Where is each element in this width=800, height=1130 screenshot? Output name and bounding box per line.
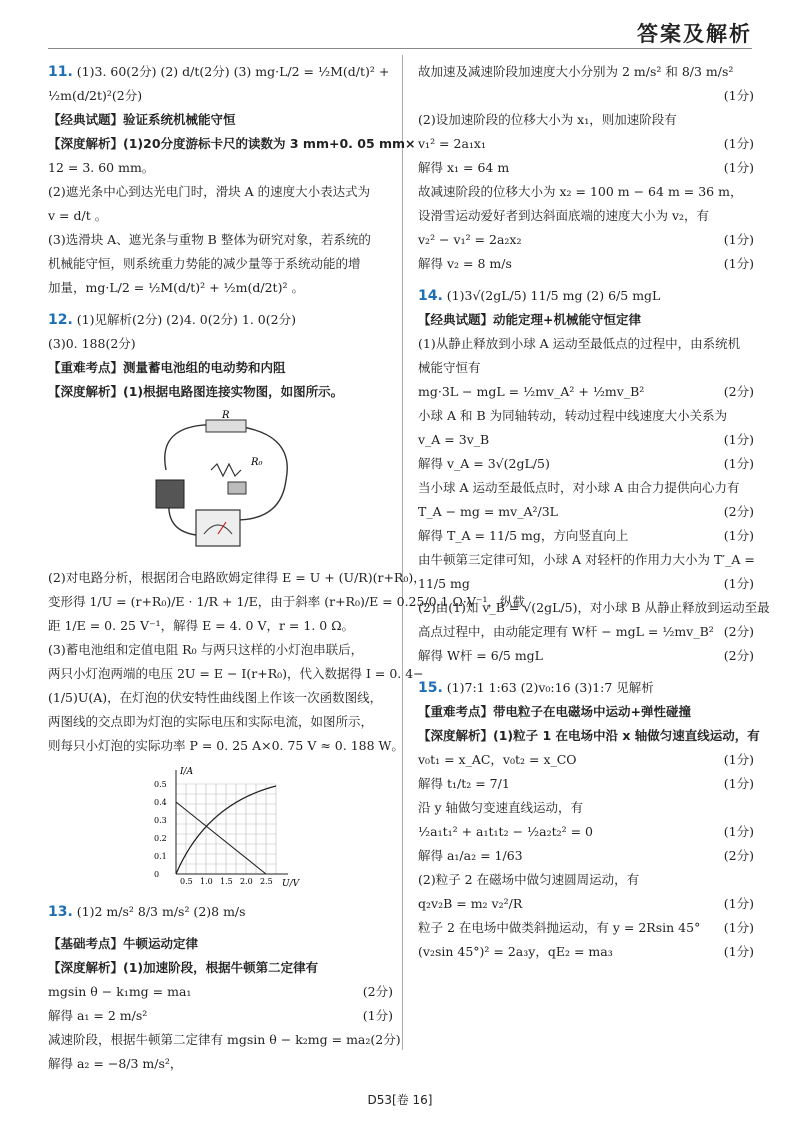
y-tick-label: 0.1 xyxy=(153,852,167,861)
text-line xyxy=(48,900,393,924)
text-line xyxy=(418,524,754,548)
line-text: q₂v₂B = m₂ v₂²/R xyxy=(418,896,523,911)
line-text: 减速阶段，根据牛顿第二定律有 mgsin θ − k₂mg = ma₂ xyxy=(48,1032,371,1047)
text-line xyxy=(418,204,754,228)
line-text: 解得 a₁ = 2 m/s² xyxy=(48,1008,148,1023)
text-line xyxy=(48,956,393,980)
text-line xyxy=(48,380,393,404)
text-line xyxy=(418,500,754,524)
score-label: (2分) xyxy=(723,624,754,639)
y-tick-label: 0 xyxy=(153,870,159,879)
resistor-label: R xyxy=(221,410,230,421)
resistor0-label: R₀ xyxy=(250,457,263,468)
line-text: 解得 x₁ = 64 m xyxy=(418,160,510,175)
text-line xyxy=(48,228,393,252)
line-text: 【基础考点】牛顿运动定律 xyxy=(48,936,199,951)
line-text: T_A − mg = mv_A²/3L xyxy=(418,504,558,519)
line-text: 解得 v_A = 3√(2gL/5) xyxy=(418,456,550,471)
line-text: 【经典试题】动能定理+机械能守恒定律 xyxy=(418,312,641,327)
y-tick-label: 0.4 xyxy=(153,798,167,807)
score-label: (1分) xyxy=(723,432,754,447)
line-text: 解得 W杆 = 6/5 mgL xyxy=(418,648,543,663)
score-label: (2分) xyxy=(723,648,754,663)
line-text: (3)0. 188(2分) xyxy=(48,336,136,351)
text-line xyxy=(418,820,754,844)
line-text: v₂² − v₁² = 2a₂x₂ xyxy=(418,232,522,247)
text-line xyxy=(48,638,393,662)
text-line xyxy=(418,404,754,428)
text-line xyxy=(418,380,754,404)
text-line xyxy=(48,132,416,156)
line-text: 解得 a₁/a₂ = 1/63 xyxy=(418,848,523,863)
text-line xyxy=(418,452,754,476)
text-line xyxy=(48,252,393,276)
text-line xyxy=(48,204,393,228)
text-line xyxy=(418,156,754,180)
line-text: 【重难考点】测量蓄电池组的电动势和内阻 xyxy=(48,360,286,375)
right-column xyxy=(418,60,770,964)
y-tick-label: 0.3 xyxy=(153,816,167,825)
x-tick-label: 1.5 xyxy=(219,877,233,886)
line-text: 当小球 A 运动至最低点时，对小球 A 由合力提供向心力有 xyxy=(418,480,740,495)
y-tick-label: 0.5 xyxy=(153,780,167,789)
y-tick-label: 0.2 xyxy=(153,834,167,843)
line-text: v₁² = 2a₁x₁ xyxy=(418,136,486,151)
x-tick-label: 2.5 xyxy=(259,877,273,886)
text-line xyxy=(48,276,393,300)
text-line xyxy=(48,686,393,710)
text-line xyxy=(48,1052,393,1076)
x-tick-label: 1.0 xyxy=(199,877,213,886)
text-line xyxy=(48,614,393,638)
text-line xyxy=(48,332,393,356)
text-line xyxy=(48,308,393,332)
text-line xyxy=(418,476,754,500)
line-text: v_A = 3v_B xyxy=(418,432,490,447)
iv-characteristic-graph xyxy=(146,764,299,894)
line-text: 高点过程中，由动能定理有 W杆 − mgL = ½mv_B² xyxy=(418,624,714,639)
x-tick-label: 0.5 xyxy=(179,877,193,886)
line-text: v = d/t 。 xyxy=(48,208,108,223)
score-label: (1分) xyxy=(723,256,754,271)
line-text: 12 = 3. 60 mm。 xyxy=(48,160,155,175)
line-text: 小球 A 和 B 为同轴转动，转动过程中线速度大小关系为 xyxy=(418,408,728,423)
line-text: 15. (1)7:1 1:63 (2)v₀:16 (3)1:7 见解析 xyxy=(418,680,654,696)
line-text: (2)粒子 2 在磁场中做匀速圆周运动，有 xyxy=(418,872,640,887)
line-text: 【深度解析】(1)根据电路图连接实物图，如图所示。 xyxy=(48,384,344,399)
text-line xyxy=(48,662,424,686)
page-header: 答案及解析 xyxy=(637,21,752,46)
text-line xyxy=(418,844,754,868)
line-text: 故加速及减速阶段加速度大小分别为 2 m/s² 和 8/3 m/s² xyxy=(418,64,734,79)
text-line xyxy=(418,700,754,724)
line-text: 粒子 2 在电场中做类斜抛运动，有 y = 2Rsin 45° xyxy=(418,920,701,935)
line-text: (2)设加速阶段的位移大小为 x₁，则加速阶段有 xyxy=(418,112,677,127)
text-line xyxy=(418,572,754,596)
line-text: (3)选滑块 A、遮光条与重物 B 整体为研究对象，若系统的 xyxy=(48,232,371,247)
line-text: 变形得 1/U = (r+R₀)/E · 1/R + 1/E，由于斜率 (r+R₀)/E = 0.25/0.1 Ω·V⁻¹，纵截 xyxy=(48,594,525,609)
text-line xyxy=(418,916,754,940)
line-text: 两只小灯泡两端的电压 2U = E − I(r+R₀)，代入数据得 I = 0. 4− xyxy=(48,666,424,681)
y-axis-label: I/A xyxy=(179,767,193,777)
text-line xyxy=(48,356,393,380)
line-text: (2)对电路分析，根据闭合电路欧姆定律得 E = U + (U/R)(r+R₀)， xyxy=(48,570,426,585)
score-label: (1分) xyxy=(723,896,754,911)
text-line xyxy=(418,428,754,452)
line-text: 解得 T_A = 11/5 mg，方向竖直向上 xyxy=(418,528,629,543)
text-line xyxy=(418,772,754,796)
circuit-diagram xyxy=(136,410,306,560)
text-line xyxy=(418,748,754,772)
score-label: (1分) xyxy=(723,576,754,591)
score-label: (2分) xyxy=(723,848,754,863)
line-text: v₀t₁ = x_AC，v₀t₂ = x_CO xyxy=(418,752,577,767)
text-line xyxy=(48,108,393,132)
line-text: 由牛顿第三定律可知，小球 A 对轻杆的作用力大小为 T′_A = xyxy=(418,552,755,567)
score-label: (1分) xyxy=(723,160,754,175)
score-label: (1分) xyxy=(723,232,754,247)
line-text: 【重难考点】带电粒子在电磁场中运动+弹性碰撞 xyxy=(418,704,691,719)
line-text: mg·3L − mgL = ½mv_A² + ½mv_B² xyxy=(418,384,645,399)
line-text: 解得 t₁/t₂ = 7/1 xyxy=(418,776,510,791)
x-axis-label: U/V xyxy=(281,879,299,889)
q13-q15-block xyxy=(418,60,770,964)
text-line xyxy=(418,676,754,700)
text-line xyxy=(48,566,426,590)
text-line xyxy=(418,332,754,356)
line-text: 械能守恒有 xyxy=(418,360,481,375)
text-line xyxy=(418,228,754,252)
score-label: (1分) xyxy=(723,88,754,103)
line-text: 距 1/E = 0. 25 V⁻¹，解得 E = 4. 0 V，r = 1. 0 Ω。 xyxy=(48,618,355,633)
header-rule xyxy=(48,48,752,49)
text-line xyxy=(418,84,754,108)
score-label: (1分) xyxy=(723,136,754,151)
text-line xyxy=(48,734,404,758)
text-line xyxy=(418,308,754,332)
text-line xyxy=(48,932,393,956)
line-text: mgsin θ − k₁mg = ma₁ xyxy=(48,984,192,999)
line-text: (1)从静止释放到小球 A 运动至最低点的过程中，由系统机 xyxy=(418,336,741,351)
line-text: ½a₁t₁² + a₁t₁t₂ − ½a₂t₂² = 0 xyxy=(418,824,593,839)
text-line xyxy=(48,1028,401,1052)
line-text: (3)蓄电池组和定值电阻 R₀ 与两只这样的小灯泡串联后， xyxy=(48,642,364,657)
text-line xyxy=(418,796,754,820)
line-text: 【深度解析】(1)粒子 1 在电场中沿 x 轴做匀速直线运动，有 xyxy=(418,728,760,743)
line-text: ½m(d/2t)²(2分) xyxy=(48,88,143,103)
q13-block xyxy=(48,900,401,1076)
text-line xyxy=(418,180,754,204)
text-line xyxy=(418,108,754,132)
text-line xyxy=(418,892,754,916)
q11-q12-block xyxy=(48,60,416,404)
score-label: (1分) xyxy=(723,456,754,471)
line-text: 【深度解析】(1)加速阶段，根据牛顿第二定律有 xyxy=(48,960,319,975)
text-line xyxy=(418,596,770,620)
score-label: (1分) xyxy=(723,944,754,959)
line-text: 加量，mg·L/2 = ½M(d/t)² + ½m(d/2t)² 。 xyxy=(48,280,304,295)
line-text: 两图线的交点即为灯泡的实际电压和实际电流，如图所示， xyxy=(48,714,374,729)
text-line xyxy=(418,252,754,276)
line-text: 【深度解析】(1)20分度游标卡尺的读数为 3 mm+0. 05 mm× xyxy=(48,136,416,151)
line-text: 14. (1)3√(2gL/5) 11/5 mg (2) 6/5 mgL xyxy=(418,288,661,304)
text-line xyxy=(48,980,393,1004)
line-text: 设滑雪运动爱好者到达斜面底端的速度大小为 v₂，有 xyxy=(418,208,710,223)
score-label: (1分) xyxy=(723,528,754,543)
text-line xyxy=(418,284,754,308)
score-label: (2分) xyxy=(723,504,754,519)
line-text: 13. (1)2 m/s² 8/3 m/s² (2)8 m/s xyxy=(48,904,246,920)
text-line xyxy=(418,620,754,644)
line-text: 11/5 mg xyxy=(418,576,470,591)
text-line xyxy=(418,940,754,964)
x-tick-label: 2.0 xyxy=(239,877,253,886)
text-line xyxy=(48,156,393,180)
line-text: 12. (1)见解析(2分) (2)4. 0(2分) 1. 0(2分) xyxy=(48,312,296,328)
line-text: 解得 v₂ = 8 m/s xyxy=(418,256,512,271)
line-text: 机械能守恒，则系统重力势能的减少量等于系统动能的增 xyxy=(48,256,361,271)
text-line xyxy=(48,84,393,108)
page-footer: D53[卷 16] xyxy=(367,1093,433,1107)
score-label: (2分) xyxy=(362,984,393,999)
text-line xyxy=(418,548,754,572)
line-text: 故减速阶段的位移大小为 x₂ = 100 m − 64 m = 36 m， xyxy=(418,184,743,199)
text-line xyxy=(418,60,754,84)
line-text: (2)遮光条中心到达光电门时，滑块 A 的速度大小表达式为 xyxy=(48,184,371,199)
line-text: 沿 y 轴做匀变速直线运动，有 xyxy=(418,800,584,815)
score-label: (1分) xyxy=(362,1008,393,1023)
line-text: 解得 a₂ = −8/3 m/s²， xyxy=(48,1056,183,1071)
line-text: (v₂sin 45°)² = 2a₃y，qE₂ = ma₃ xyxy=(418,944,613,959)
line-text: 11. (1)3. 60(2分) (2) d/t(2分) (3) mg·L/2 = ½M(d/t)² + xyxy=(48,64,390,80)
text-line xyxy=(48,710,393,734)
text-line xyxy=(418,724,760,748)
score-label: (1分) xyxy=(723,752,754,767)
text-line xyxy=(418,644,754,668)
text-line xyxy=(48,590,525,614)
line-text: (2)由(1)知 v_B = √(2gL/5)，对小球 B 从静止释放到运动至最 xyxy=(418,600,770,615)
text-line xyxy=(48,60,393,84)
text-line xyxy=(418,132,754,156)
score-label: (1分) xyxy=(723,824,754,839)
line-text: 则每只小灯泡的实际功率 P = 0. 25 A×0. 75 V ≈ 0. 188 W。 xyxy=(48,738,404,753)
score-label: (1分) xyxy=(723,920,754,935)
line-text: (1/5)U(A)，在灯泡的伏安特性曲线图上作该一次函数图线， xyxy=(48,690,383,705)
text-line xyxy=(418,356,754,380)
text-line xyxy=(48,1004,393,1028)
line-text: 【经典试题】验证系统机械能守恒 xyxy=(48,112,236,127)
score-label: (1分) xyxy=(723,776,754,791)
column-divider xyxy=(402,55,403,1050)
score-label: (2分) xyxy=(370,1032,401,1047)
score-label: (2分) xyxy=(723,384,754,399)
text-line xyxy=(418,868,754,892)
text-line xyxy=(48,180,393,204)
